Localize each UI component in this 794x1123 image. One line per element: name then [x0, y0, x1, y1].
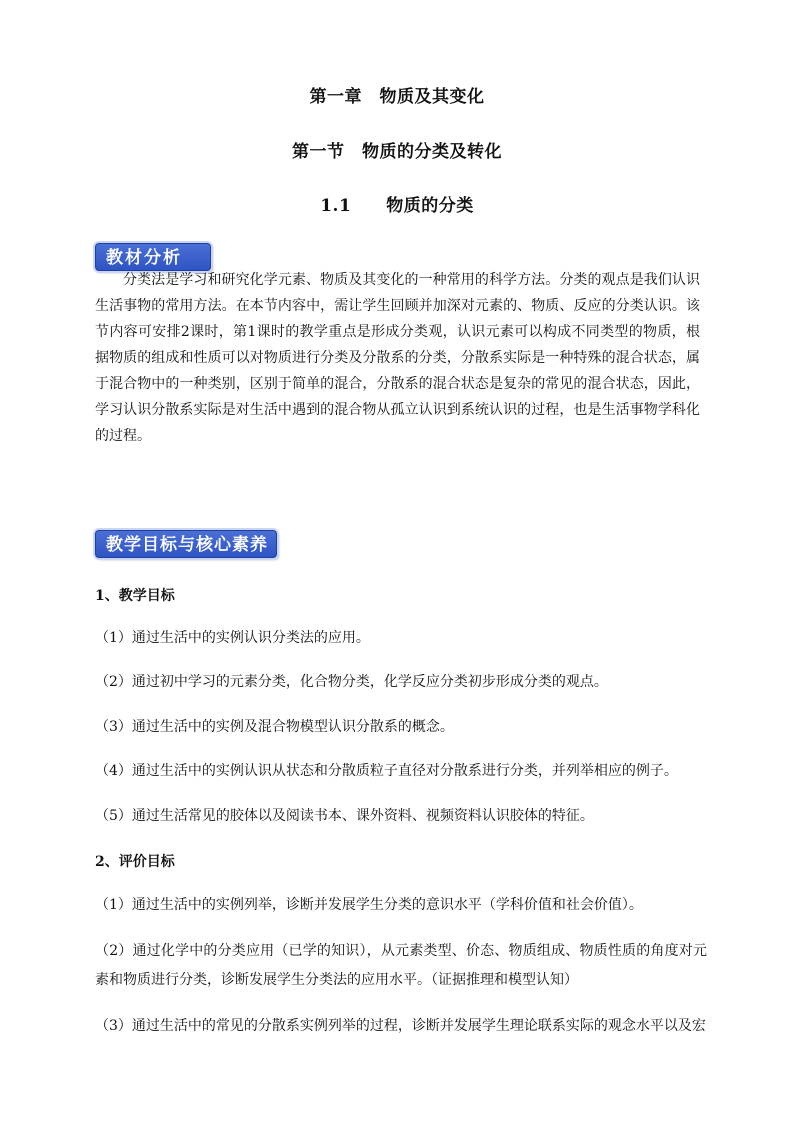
chapter-title: 第一章 物质及其变化 — [309, 87, 485, 107]
analysis-badge: 教材分析 — [95, 243, 211, 271]
goals-badge: 教学目标与核心素养 — [95, 530, 277, 558]
evaluation-goal-item: （1）通过生活中的实例列举，诊断并发展学生分类的意识水平（学科价值和社会价值）。 — [95, 897, 643, 913]
teaching-goals-heading: 1、教学目标 — [95, 588, 175, 604]
teaching-goal-item: （3）通过生活中的实例及混合物模型认识分散系的概念。 — [95, 719, 454, 735]
analysis-paragraph: 分类法是学习和研究化学元素、物质及其变化的一种常用的科学方法。分类的观点是我们认识生活事物的常用方法。在本节内容中，需让学生回顾并加深对元素的、物质、反应的分类认识。该节内容可安排2课时，第1课时的教学重点是形成分类观，认识元素可以构成不同类型的物质，根据物质的组成和性质可以对物质进行分类及分散系的分类，分散系实际是一种特殊的混合状态，属于混合物中的一种类别，区别于简单的混合，分散系的混合状态是复杂的常见的混合状态，因此，学习认识分散系实际是对生活中遇到的混合物从孤立认识到系统认识的过程，也是生活事物学科化的过程。 — [95, 272, 700, 444]
evaluation-goals-heading: 2、评价目标 — [95, 854, 175, 870]
lesson-title: 1.1 物质的分类 — [320, 196, 474, 216]
section-title: 第一节 物质的分类及转化 — [292, 142, 502, 162]
evaluation-goal-item: （3）通过生活中的常见的分散系实例列举的过程，诊断并发展学生理论联系实际的观念水平以及宏 — [95, 1018, 706, 1034]
teaching-goal-item: （2）通过初中学习的元素分类，化合物分类，化学反应分类初步形成分类的观点。 — [95, 674, 608, 690]
teaching-goal-item: （1）通过生活中的实例认识分类法的应用。 — [95, 630, 370, 646]
evaluation-goal-item: （2）通过化学中的分类应用（已学的知识），从元素类型、价态、物质组成、物质性质的角度对元素和物质进行分类，诊断发展学生分类法的应用水平。（证据推理和模型认知） — [95, 943, 707, 988]
teaching-goal-item: （4）通过生活中的实例认识从状态和分散质粒子直径对分散系进行分类，并列举相应的例子。 — [95, 763, 678, 779]
teaching-goal-item: （5）通过生活常见的胶体以及阅读书本、课外资料、视频资料认识胶体的特征。 — [95, 808, 594, 824]
